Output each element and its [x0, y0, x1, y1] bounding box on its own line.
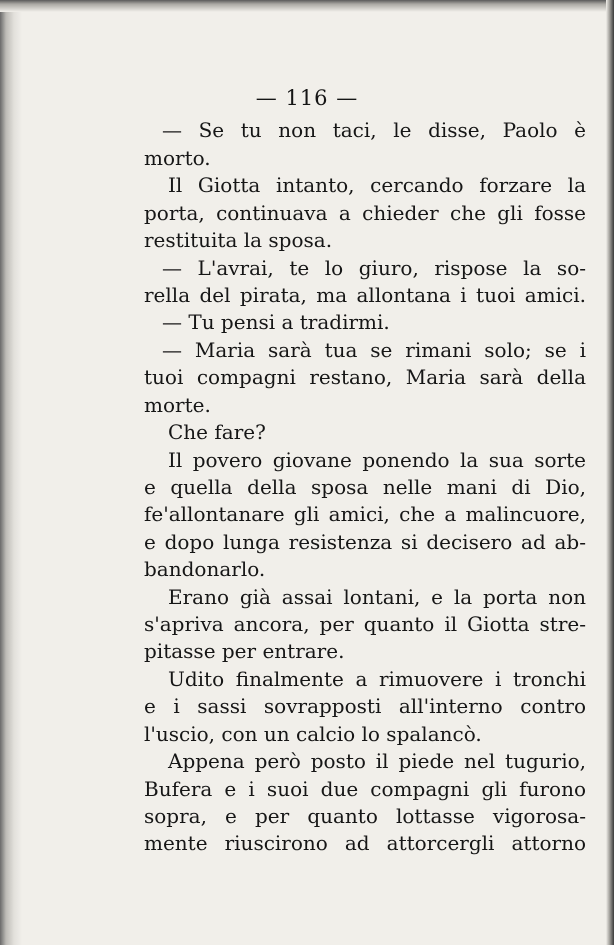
text-line: Udito finalmente a rimuovere i tronchi — [168, 667, 586, 691]
text-line: restituita la sposa. — [144, 228, 333, 252]
text-line: porta, continuava a chieder che gli fosse — [144, 201, 586, 225]
page-binding-shadow — [0, 0, 22, 945]
text-line: Il Giotta intanto, cercando forzare la — [168, 173, 586, 197]
text-line: s'apriva ancora, per quanto il Giotta stre- — [144, 612, 586, 636]
text-line: — Se tu non taci, le disse, Paolo è — [162, 118, 586, 142]
text-line: Che fare? — [168, 420, 266, 444]
text-line: morto. — [144, 146, 211, 170]
text-line: tuoi compagni restano, Maria sarà della — [144, 365, 586, 389]
text-line: e quella della sposa nelle mani di Dio, — [144, 475, 586, 499]
text-line: e dopo lunga resistenza si decisero ad ab- — [144, 530, 586, 554]
text-line: Bufera e i suoi due compagni gli furono — [144, 777, 586, 801]
page-number: — 116 — — [255, 86, 359, 110]
text-line: morte. — [144, 393, 211, 417]
text-line: bandonarlo. — [144, 557, 266, 581]
text-line: — L'avrai, te lo giuro, rispose la so- — [162, 256, 586, 280]
text-line: fe'allontanare gli amici, che a malincuore, — [144, 502, 586, 526]
text-line: Erano già assai lontani, e la porta non — [168, 585, 586, 609]
text-line: e i sassi sovrapposti all'interno contro — [144, 694, 586, 718]
page-right-shadow — [606, 0, 614, 945]
text-line: Appena però posto il piede nel tugurio, — [168, 749, 586, 773]
text-line: — Tu pensi a tradirmi. — [162, 310, 390, 334]
text-line: pitasse per entrare. — [144, 639, 345, 663]
text-line: sopra, e per quanto lottasse vigorosa- — [144, 804, 586, 828]
text-line: l'uscio, con un calcio lo spalancò. — [144, 722, 482, 746]
text-line: rella del pirata, ma allontana i tuoi amici. — [144, 283, 586, 307]
page-top-shadow — [0, 0, 614, 12]
text-line: — Maria sarà tua se rimani solo; se i — [162, 338, 586, 362]
text-line: Il povero giovane ponendo la sua sorte — [168, 448, 586, 472]
text-line: mente riuscirono ad attorcergli attorno — [144, 831, 586, 855]
